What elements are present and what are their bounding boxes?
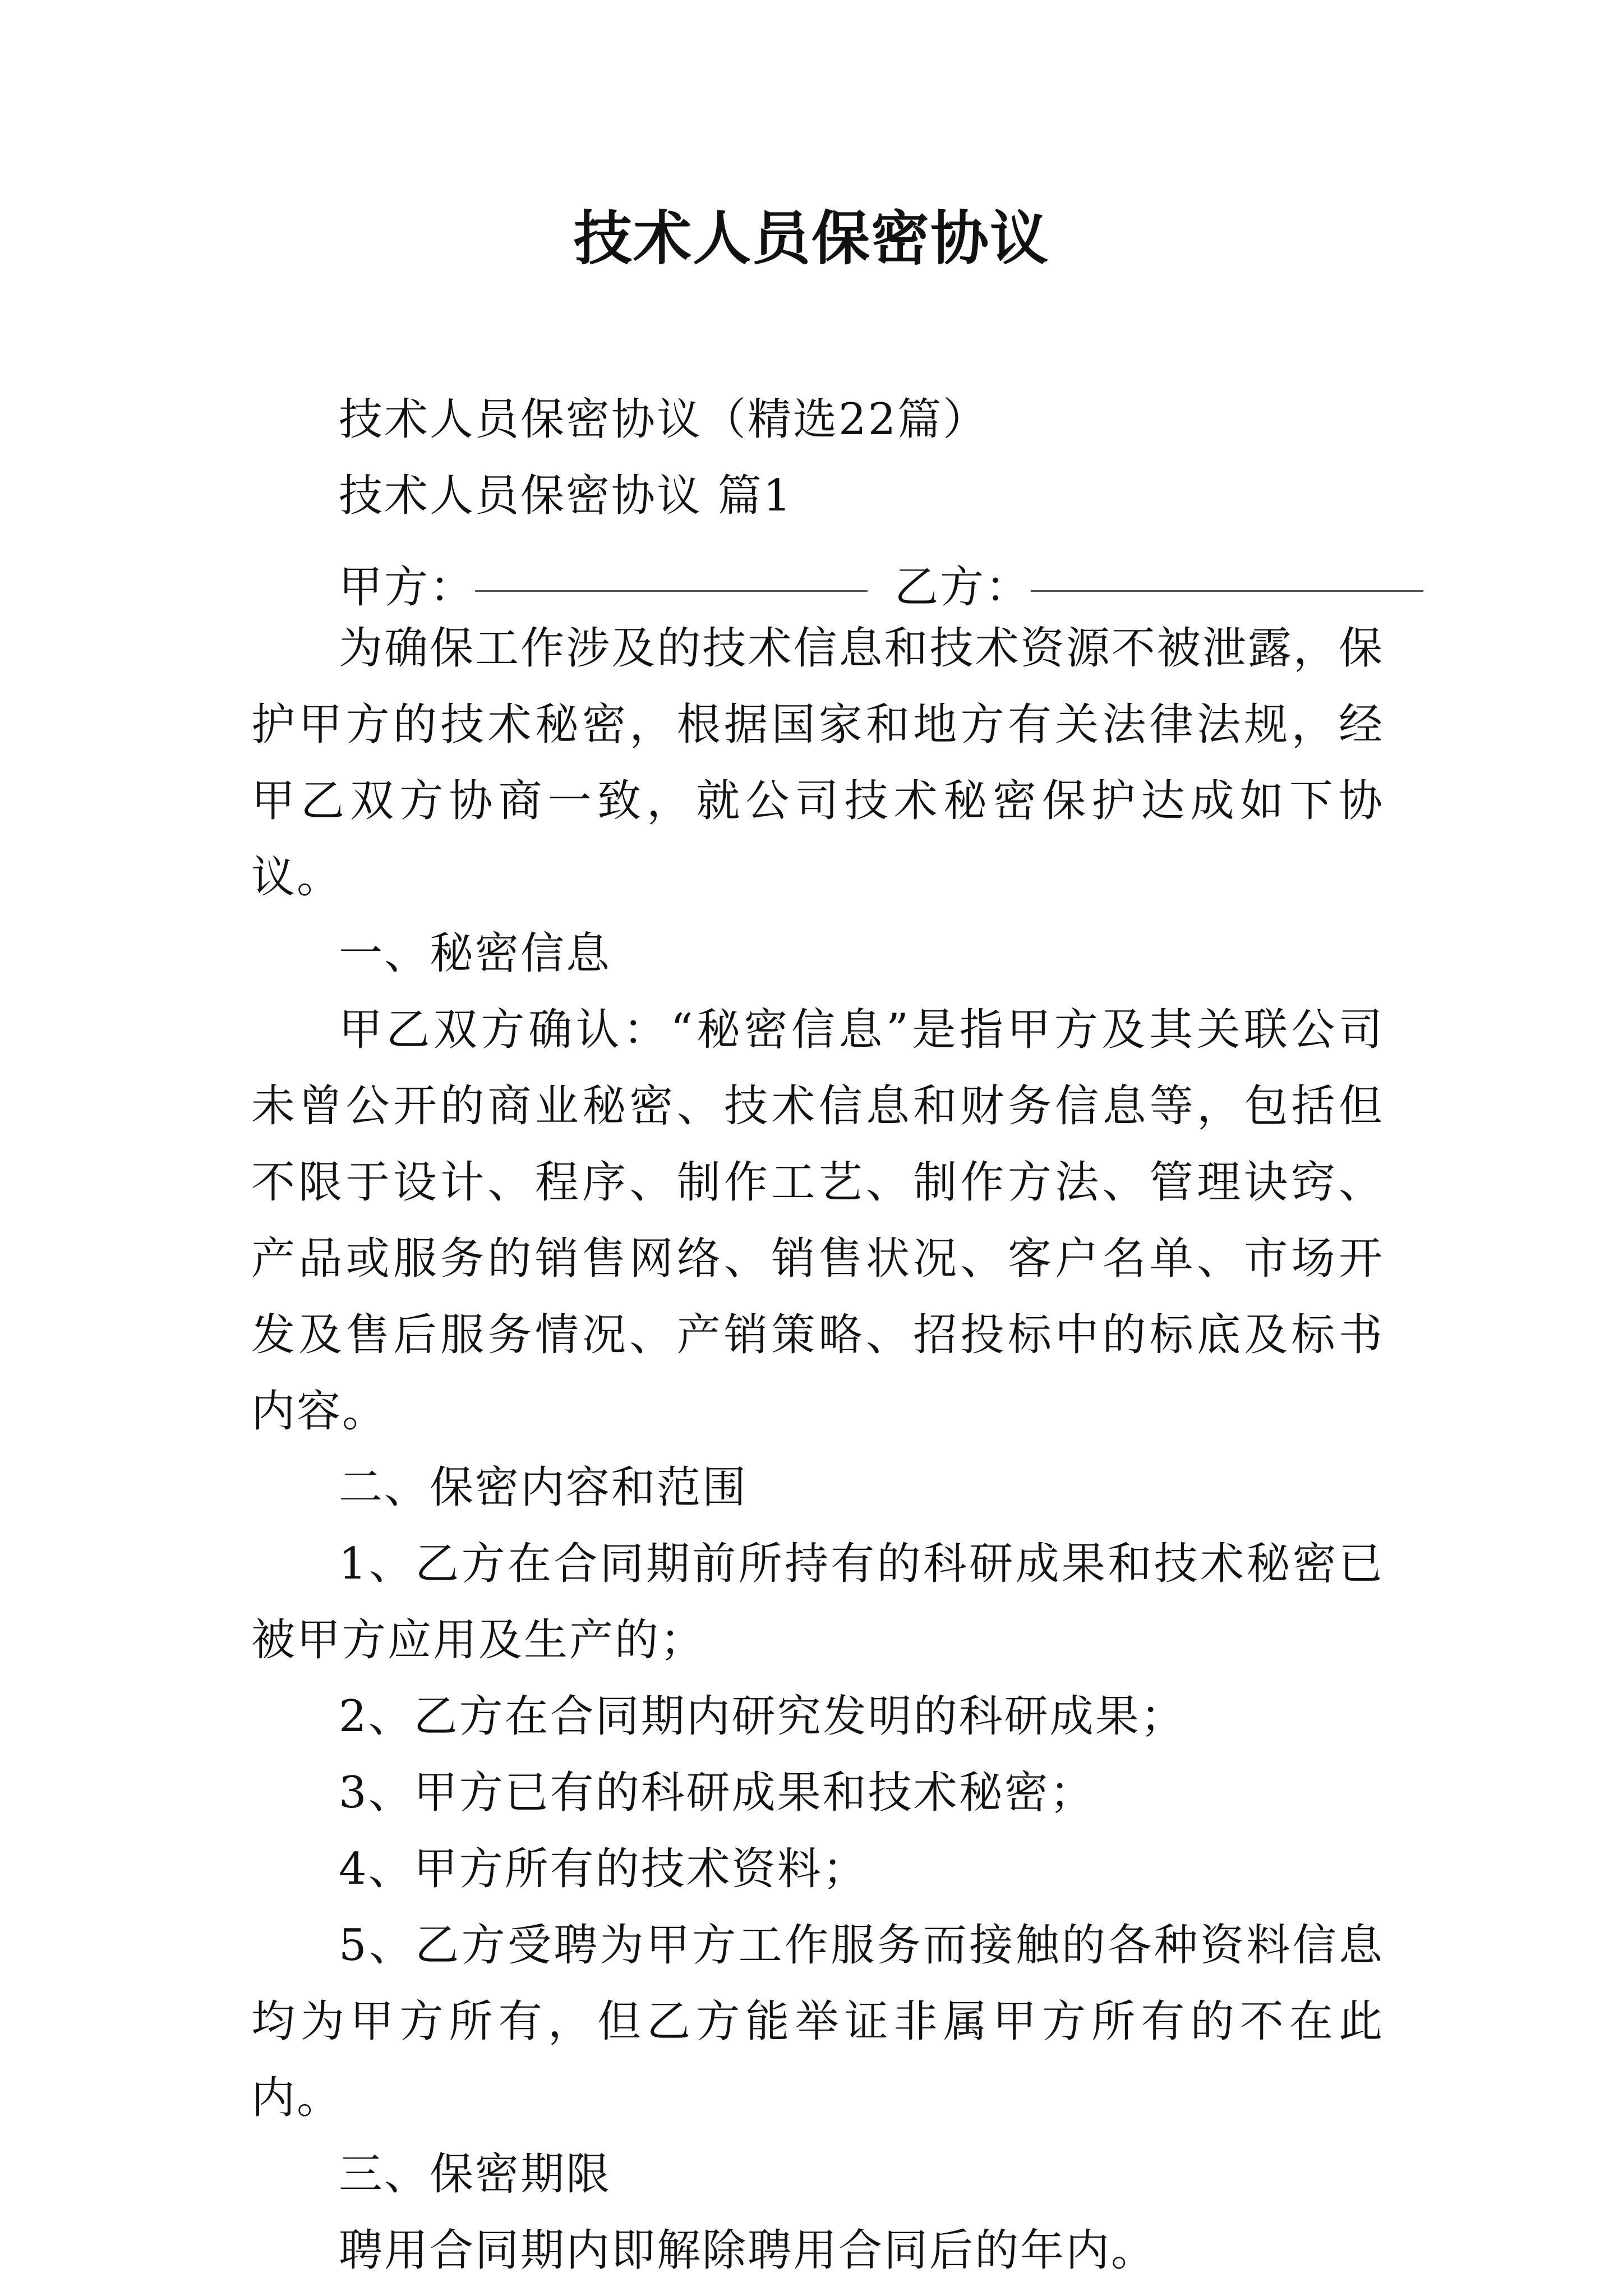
confidential-info-paragraph: 甲乙双方确认：“秘密信息”是指甲方及其关联公司未曾公开的商业秘密、技术信息和财务信息等，包括但不限于设计、程序、制作工艺、制作方法、管理诀窍、产品或服务的销售网络、销售状况、客户名单、市场开发及售后服务情况、产销策略、招投标中的标底及标书内容。 xyxy=(251,1005,1384,1437)
scope-item-3: 3、甲方已有的科研成果和技术秘密； xyxy=(339,1768,1095,1818)
heading-scope: 二、保密内容和范围 xyxy=(339,1462,748,1513)
heading-confidential-info: 一、秘密信息 xyxy=(339,928,612,979)
scope-item-4: 4、甲方所有的技术资料； xyxy=(339,1844,868,1894)
party-b-blank xyxy=(1031,534,1423,592)
party-a-label: 甲方： xyxy=(339,562,476,613)
party-b-label: 乙方： xyxy=(895,562,1031,613)
document-body xyxy=(251,381,1384,2289)
scope-item-5: 5、乙方受聘为甲方工作服务而接触的各种资料信息均为甲方所有，但乙方能举证非属甲方所有的不在此内。 xyxy=(251,1920,1384,2123)
section-heading: 技术人员保密协议 篇1 xyxy=(339,471,793,521)
intro-paragraph: 为确保工作涉及的技术信息和技术资源不被泄露，保护甲方的技术秘密，根据国家和地方有关法律法规，经甲乙双方协商一致，就公司技术秘密保护达成如下协议。 xyxy=(251,623,1384,903)
heading-term: 三、保密期限 xyxy=(339,2149,612,2200)
scope-item-1: 1、乙方在合同期前所持有的科研成果和技术秘密已被甲方应用及生产的； xyxy=(251,1539,1384,1665)
party-signature-row xyxy=(251,534,1384,613)
document-subtitle: 技术人员保密协议（精选22篇） xyxy=(339,394,989,445)
scope-item-2: 2、乙方在合同期内研究发明的科研成果； xyxy=(339,1691,1186,1742)
party-a-blank xyxy=(475,534,868,592)
term-paragraph: 聘用合同期内即解除聘用合同后的年内。 xyxy=(339,2225,1157,2276)
document-title: 技术人员保密协议 xyxy=(573,204,1049,273)
